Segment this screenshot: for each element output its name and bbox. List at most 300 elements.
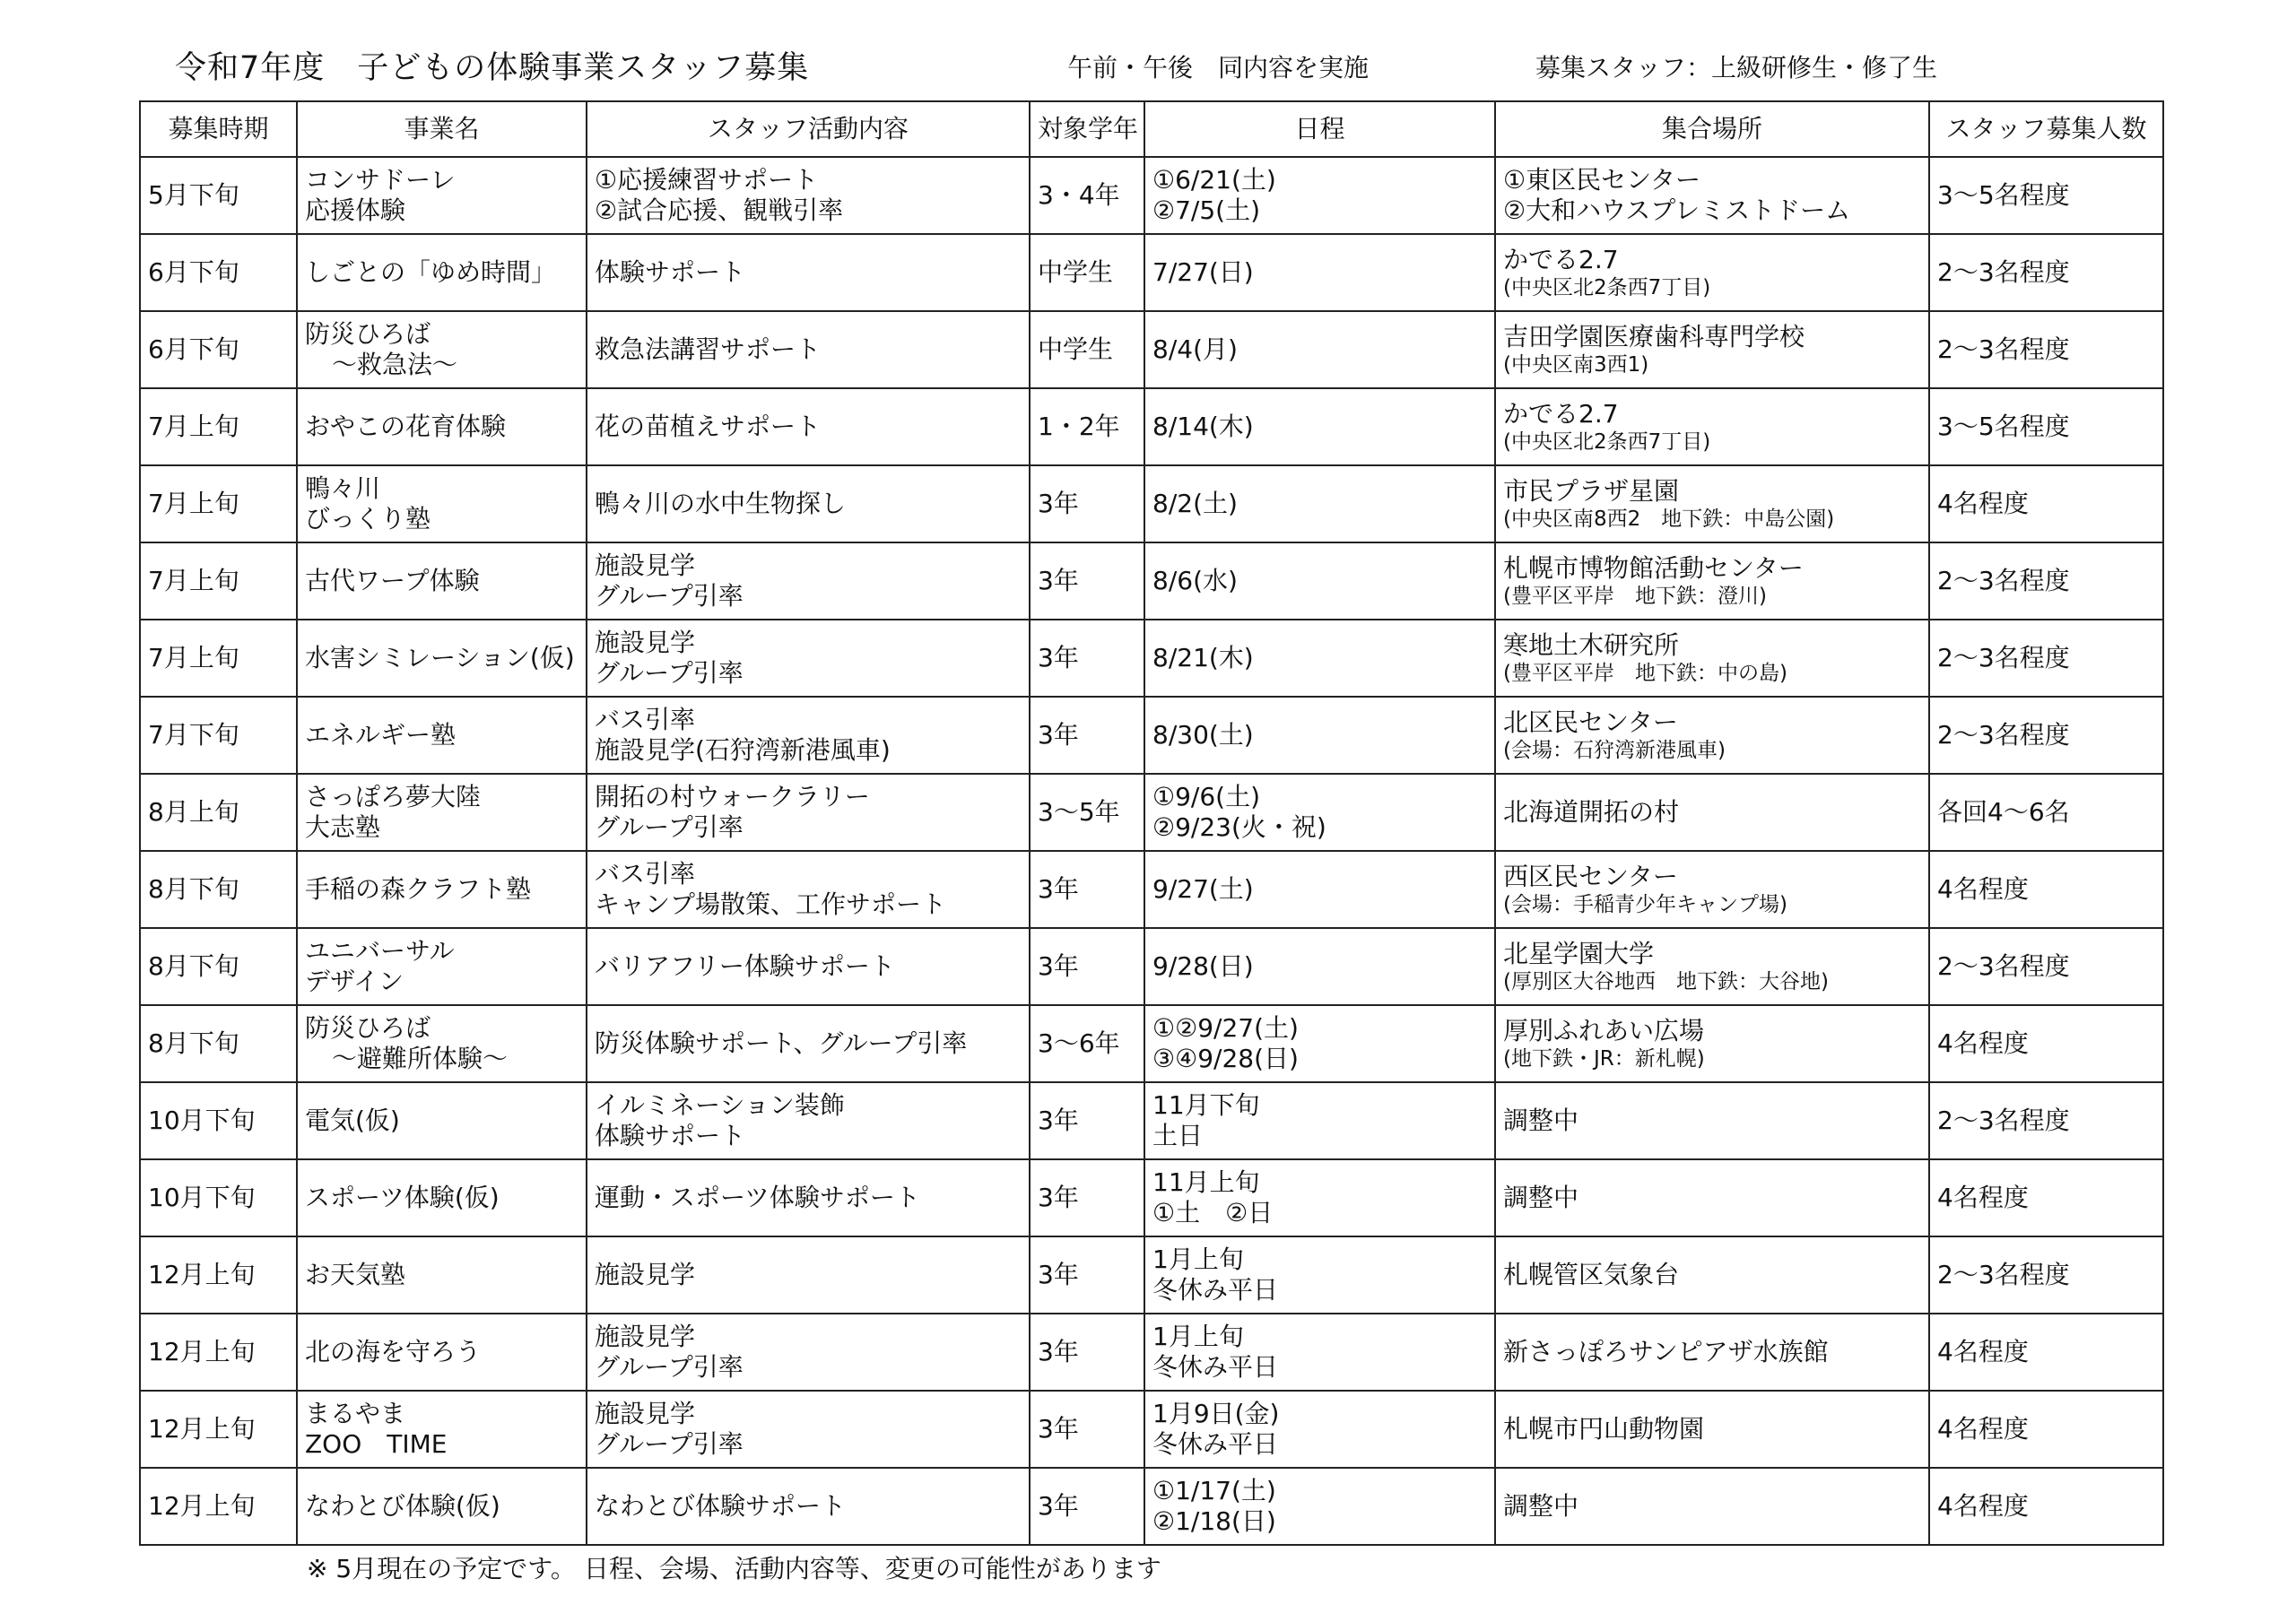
cell-period [140,311,297,388]
cell-grade [1030,1314,1144,1391]
grade-text: 3年 [1038,643,1079,672]
cell-activity [587,542,1030,620]
cell-count [1929,928,2163,1005]
event-name-line: 応援体験 [305,195,406,225]
date-line: 9/27(土) [1152,874,1254,904]
period-text: 10月下旬 [148,1106,256,1135]
date-line: ①9/6(土) [1152,782,1261,811]
date-line: ③④9/28(日) [1152,1044,1299,1073]
table-row [140,234,2163,311]
place-name: 調整中 [1503,1183,1579,1212]
cell-place [1495,311,1929,388]
cell-period [140,542,297,620]
cell-count [1929,465,2163,542]
period-text: 12月上旬 [148,1337,256,1366]
cell-date [1144,311,1495,388]
activity-line: 運動・スポーツ体験サポート [595,1183,920,1212]
cell-grade [1030,465,1144,542]
cell-count [1929,620,2163,697]
period-text: 7月上旬 [148,412,239,441]
cell-count [1929,1391,2163,1468]
place-detail: (会場：手稲青少年キャンプ場) [1503,893,1787,916]
table-row [140,542,2163,620]
place-detail: (豊平区平岸 地下鉄：澄川) [1503,585,1767,608]
cell-place [1495,542,1929,620]
cell-date [1144,1314,1495,1391]
grade-text: 3年 [1038,1414,1079,1444]
cell-date [1144,620,1495,697]
date-line: ①1/17(土) [1152,1476,1276,1505]
count-text: 4名程度 [1937,1183,2029,1212]
activity-line: グループ引率 [595,658,744,688]
cell-event [297,1159,587,1236]
cell-event [297,234,587,311]
place-name: 市民プラザ星園 [1503,476,1680,506]
cell-period [140,234,297,311]
schedule-table [139,100,2164,1546]
cell-activity [587,157,1030,234]
cell-activity [587,311,1030,388]
period-text: 5月下旬 [148,180,239,210]
cell-count [1929,1236,2163,1314]
activity-line: 花の苗植えサポート [595,412,822,441]
place-detail: (中央区南3西1) [1503,353,1649,377]
cell-activity [587,1159,1030,1236]
activity-line: 体験サポート [595,1121,746,1150]
count-text: 2～3名程度 [1937,257,2070,287]
place-detail: (地下鉄・JR：新札幌) [1503,1047,1705,1071]
period-text: 6月下旬 [148,257,239,287]
cell-count [1929,234,2163,311]
cell-activity [587,1314,1030,1391]
table-row [140,1005,2163,1082]
cell-activity [587,388,1030,465]
grade-text: 3・4年 [1038,180,1120,210]
date-line: 8/4(月) [1152,334,1238,364]
event-name-line: ユニバーサル [305,936,455,966]
activity-line: キャンプ場散策、工作サポート [595,889,947,919]
cell-activity [587,234,1030,311]
cell-activity [587,465,1030,542]
cell-event [297,928,587,1005]
activity-line: グループ引率 [595,1429,744,1459]
event-name-line: 防災ひろば [305,319,431,349]
table-row [140,157,2163,234]
cell-count [1929,1468,2163,1545]
table-row [140,465,2163,542]
count-text: 4名程度 [1937,1491,2029,1521]
activity-line: グループ引率 [595,1352,744,1382]
date-line: ②9/23(火・祝) [1152,812,1326,842]
cell-place [1495,1236,1929,1314]
cell-period [140,1314,297,1391]
grade-text: 3～6年 [1038,1028,1120,1058]
table-row [140,1082,2163,1159]
cell-date [1144,1082,1495,1159]
activity-line: バス引率 [595,859,696,889]
column-header-event: 事業名 [297,101,587,157]
event-name-line: ～救急法～ [332,350,458,379]
count-text: 2～3名程度 [1937,951,2070,981]
event-name-line: ～避難所体験～ [332,1044,509,1073]
column-header-grade: 対象学年 [1030,101,1144,157]
cell-grade [1030,234,1144,311]
place-name: 北区民センター [1503,707,1678,737]
activity-line: 施設見学 [595,1322,696,1351]
grade-text: 3年 [1038,1183,1079,1212]
column-header-count: スタッフ募集人数 [1929,101,2163,157]
cell-period [140,465,297,542]
cell-place [1495,697,1929,774]
event-name-line: 水害シミレーション(仮) [305,643,575,672]
event-name-line: 手稲の森クラフト塾 [305,874,532,904]
cell-count [1929,1082,2163,1159]
event-name-line: 大志塾 [305,812,381,842]
grade-text: 1・2年 [1038,412,1120,441]
event-name-line: デザイン [305,967,404,996]
table-row [140,311,2163,388]
date-line: 9/28(日) [1152,951,1254,981]
date-line: 11月上旬 [1152,1167,1260,1197]
activity-line: 施設見学 [595,1399,696,1428]
cell-place [1495,1468,1929,1545]
date-line: 土日 [1152,1121,1204,1150]
cell-event [297,1005,587,1082]
activity-line: 施設見学 [595,1260,696,1289]
event-name-line: おやこの花育体験 [305,412,507,441]
place-name: 吉田学園医療歯科専門学校 [1503,322,1805,351]
footnote: ※ 5月現在の予定です。 日程、会場、活動内容等、変更の可能性があります [307,1554,1161,1583]
grade-text: 3年 [1038,720,1079,750]
activity-line: なわとび体験サポート [595,1491,847,1521]
grade-text: 3年 [1038,489,1079,518]
cell-activity [587,1005,1030,1082]
event-name-line: スポーツ体験(仮) [305,1183,500,1212]
date-line: 冬休み平日 [1152,1429,1279,1459]
count-text: 2～3名程度 [1937,1106,2070,1135]
cell-period [140,1468,297,1545]
cell-grade [1030,1236,1144,1314]
activity-line: 体験サポート [595,257,746,287]
cell-count [1929,774,2163,851]
table-row [140,928,2163,1005]
activity-line: 施設見学(石狩湾新港風車) [595,735,891,765]
cell-grade [1030,928,1144,1005]
column-header-place: 集合場所 [1495,101,1929,157]
cell-period [140,157,297,234]
place-detail: (中央区北2条西7丁目) [1503,276,1711,299]
count-text: 4名程度 [1937,1028,2029,1058]
page-header [0,43,2296,88]
cell-event [297,311,587,388]
count-text: 4名程度 [1937,489,2029,518]
count-text: 2～3名程度 [1937,1260,2070,1289]
event-name-line: しごとの「ゆめ時間」 [305,257,557,287]
event-name-line: まるやま [305,1399,406,1428]
place-name: 北星学園大学 [1503,939,1655,968]
grade-text: 3年 [1038,1260,1079,1289]
cell-activity [587,774,1030,851]
event-name-line: さっぽろ夢大陸 [305,782,482,811]
cell-period [140,1159,297,1236]
cell-period [140,1005,297,1082]
count-text: 4名程度 [1937,1337,2029,1366]
date-line: 8/14(木) [1152,412,1254,441]
date-line: ②7/5(土) [1152,195,1261,225]
period-text: 8月下旬 [148,951,239,981]
column-header-period: 募集時期 [140,101,297,157]
period-text: 8月下旬 [148,1028,239,1058]
grade-text: 3年 [1038,951,1079,981]
event-name-line: なわとび体験(仮) [305,1491,500,1521]
cell-place [1495,774,1929,851]
place-name: 調整中 [1503,1491,1579,1521]
place-name: 西区民センター [1503,862,1678,891]
grade-text: 中学生 [1038,334,1114,364]
table-row [140,774,2163,851]
cell-date [1144,1159,1495,1236]
cell-date [1144,388,1495,465]
schedule-body [140,157,2163,1545]
grade-text: 3年 [1038,1106,1079,1135]
cell-count [1929,388,2163,465]
activity-line: イルミネーション装飾 [595,1090,845,1120]
cell-activity [587,851,1030,928]
cell-date [1144,928,1495,1005]
cell-activity [587,620,1030,697]
activity-line: ①応援練習サポート [595,165,819,195]
table-row [140,697,2163,774]
cell-grade [1030,1391,1144,1468]
cell-period [140,851,297,928]
cell-count [1929,697,2163,774]
cell-date [1144,542,1495,620]
activity-line: グループ引率 [595,581,744,611]
cell-count [1929,1314,2163,1391]
cell-count [1929,157,2163,234]
table-row [140,1391,2163,1468]
cell-place [1495,1005,1929,1082]
cell-date [1144,1391,1495,1468]
cell-event [297,157,587,234]
cell-count [1929,1159,2163,1236]
column-header-activity: スタッフ活動内容 [587,101,1030,157]
place-detail: (中央区北2条西7丁目) [1503,430,1711,454]
cell-activity [587,1082,1030,1159]
activity-line: 施設見学 [595,628,696,657]
table-row [140,388,2163,465]
activity-line: 救急法講習サポート [595,334,822,364]
activity-line: バス引率 [595,705,696,734]
place-name: 新さっぽろサンピアザ水族館 [1503,1337,1829,1366]
activity-line: グループ引率 [595,812,744,842]
cell-date [1144,1468,1495,1545]
event-name-line: 鴨々川 [305,473,381,503]
cell-event [297,620,587,697]
cell-date [1144,157,1495,234]
cell-period [140,1082,297,1159]
count-text: 2～3名程度 [1937,643,2070,672]
period-text: 7月上旬 [148,643,239,672]
grade-text: 3年 [1038,874,1079,904]
cell-event [297,1082,587,1159]
cell-activity [587,928,1030,1005]
period-text: 12月上旬 [148,1414,256,1444]
activity-line: 防災体験サポート、グループ引率 [595,1028,968,1058]
place-name: 札幌市博物館活動センター [1503,553,1804,583]
event-name-line: エネルギー塾 [305,720,457,750]
table-row [140,1314,2163,1391]
date-line: ①②9/27(土) [1152,1013,1299,1043]
grade-text: 3年 [1038,1491,1079,1521]
cell-place [1495,620,1929,697]
count-text: 2～3名程度 [1937,334,2070,364]
date-line: 8/30(土) [1152,720,1254,750]
table-row [140,1159,2163,1236]
cell-place [1495,851,1929,928]
event-name-line: 電気(仮) [305,1106,400,1135]
cell-event [297,542,587,620]
cell-event [297,1314,587,1391]
cell-activity [587,1468,1030,1545]
place-name: かでる2.7 [1503,245,1619,274]
table-row [140,851,2163,928]
cell-place [1495,465,1929,542]
cell-place [1495,1082,1929,1159]
cell-event [297,697,587,774]
date-line: 8/6(水) [1152,566,1238,595]
cell-date [1144,1005,1495,1082]
cell-event [297,774,587,851]
cell-date [1144,234,1495,311]
period-text: 8月下旬 [148,874,239,904]
staff-type-note: 募集スタッフ：上級研修生・修了生 [1535,53,1938,82]
cell-place [1495,928,1929,1005]
period-text: 8月上旬 [148,797,239,827]
cell-period [140,1391,297,1468]
cell-period [140,388,297,465]
activity-line: バリアフリー体験サポート [595,951,895,981]
event-name-line: 北の海を守ろう [305,1337,482,1366]
date-line: ①6/21(土) [1152,165,1276,195]
count-text: 2～3名程度 [1937,720,2070,750]
cell-grade [1030,1082,1144,1159]
cell-activity [587,1236,1030,1314]
table-row [140,1468,2163,1545]
cell-count [1929,851,2163,928]
period-text: 7月上旬 [148,566,239,595]
cell-period [140,774,297,851]
place-name: ①東区民センター [1503,165,1700,195]
cell-date [1144,774,1495,851]
place-detail: ②大和ハウスプレミストドーム [1503,195,1851,225]
count-text: 3～5名程度 [1937,180,2070,210]
event-name-line: お天気塾 [305,1260,406,1289]
place-name: 厚別ふれあい広場 [1503,1016,1705,1045]
cell-grade [1030,311,1144,388]
cell-date [1144,1236,1495,1314]
cell-grade [1030,388,1144,465]
place-detail: (会場：石狩湾新港風車) [1503,739,1726,762]
period-text: 7月上旬 [148,489,239,518]
cell-date [1144,697,1495,774]
period-text: 7月下旬 [148,720,239,750]
cell-event [297,1468,587,1545]
table-row [140,1236,2163,1314]
place-detail: (中央区南8西2 地下鉄：中島公園) [1503,507,1835,531]
grade-text: 3～5年 [1038,797,1120,827]
table-header-row [140,101,2163,157]
date-line: 8/2(土) [1152,489,1238,518]
date-line: ①土 ②日 [1152,1198,1274,1227]
date-line: 1月上旬 [1152,1322,1244,1351]
place-name: 札幌市円山動物園 [1503,1414,1705,1444]
cell-activity [587,697,1030,774]
period-text: 6月下旬 [148,334,239,364]
date-line: 11月下旬 [1152,1090,1260,1120]
date-line: ②1/18(日) [1152,1506,1276,1536]
activity-line: 開拓の村ウォークラリー [595,782,870,811]
event-name-line: 古代ワープ体験 [305,566,480,595]
count-text: 4名程度 [1937,874,2029,904]
date-line: 1月9日(金) [1152,1399,1280,1428]
event-name-line: 防災ひろば [305,1013,431,1043]
activity-line: ②試合応援、観戦引率 [595,195,844,225]
place-name: かでる2.7 [1503,399,1619,429]
cell-grade [1030,1159,1144,1236]
cell-event [297,465,587,542]
count-text: 各回4～6名 [1937,797,2070,827]
cell-count [1929,542,2163,620]
cell-place [1495,234,1929,311]
event-name-line: ZOO TIME [305,1429,448,1459]
cell-count [1929,1005,2163,1082]
count-text: 4名程度 [1937,1414,2029,1444]
cell-date [1144,851,1495,928]
cell-place [1495,157,1929,234]
cell-grade [1030,851,1144,928]
date-line: 7/27(日) [1152,257,1254,287]
event-name-line: コンサドーレ [305,165,456,195]
cell-grade [1030,697,1144,774]
cell-place [1495,1159,1929,1236]
cell-period [140,620,297,697]
cell-event [297,388,587,465]
cell-place [1495,388,1929,465]
cell-count [1929,311,2163,388]
period-text: 12月上旬 [148,1491,256,1521]
event-name-line: びっくり塾 [305,504,431,533]
column-header-date: 日程 [1144,101,1495,157]
cell-grade [1030,1005,1144,1082]
cell-period [140,1236,297,1314]
cell-event [297,851,587,928]
count-text: 2～3名程度 [1937,566,2070,595]
place-name: 北海道開拓の村 [1503,797,1680,827]
cell-grade [1030,1468,1144,1545]
date-line: 冬休み平日 [1152,1352,1279,1382]
place-detail: (厚別区大谷地西 地下鉄：大谷地) [1503,970,1829,993]
cell-activity [587,1391,1030,1468]
activity-line: 鴨々川の水中生物探し [595,489,847,518]
grade-text: 中学生 [1038,257,1114,287]
cell-place [1495,1391,1929,1468]
cell-date [1144,465,1495,542]
period-text: 10月下旬 [148,1183,256,1212]
date-line: 8/21(木) [1152,643,1254,672]
cell-period [140,928,297,1005]
period-text: 12月上旬 [148,1260,256,1289]
